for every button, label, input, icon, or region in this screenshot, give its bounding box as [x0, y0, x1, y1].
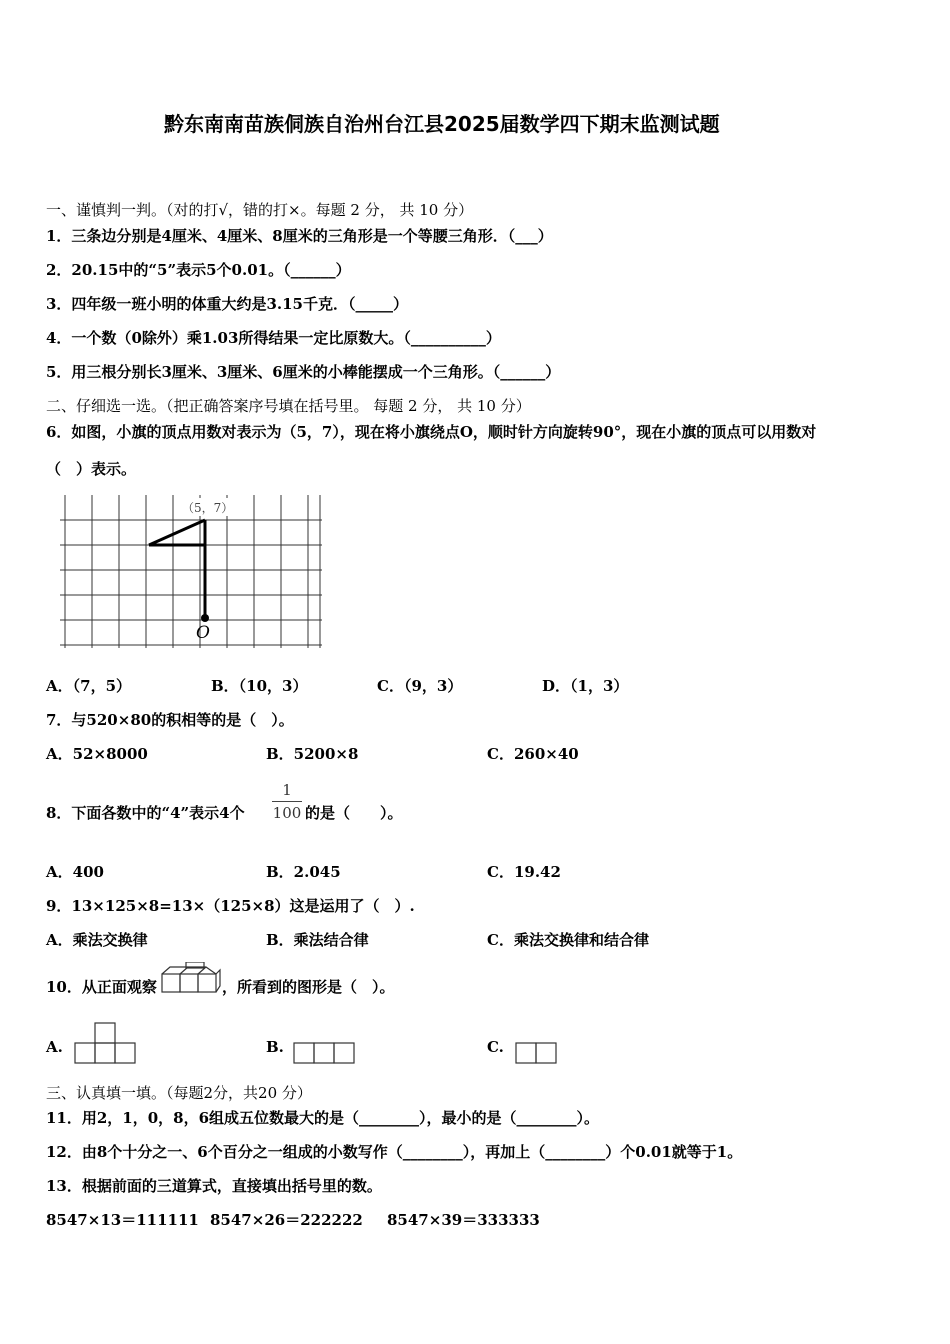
fraction-numerator: 1 [282, 781, 292, 799]
q10-option-b: B. [266, 1038, 284, 1056]
fraction-denominator: 100 [272, 804, 302, 822]
question-7: 7．与520×80的积相等的是（ ）。 [46, 711, 294, 729]
q10-option-c: C. [487, 1038, 504, 1056]
page-title: 黔东南南苗族侗族自治州台江县2025届数学四下期末监测试题 [164, 112, 720, 136]
flag-grid-figure [60, 490, 325, 650]
question-3: 3．四年级一班小明的体重大约是3.15千克．（_____） [46, 295, 408, 313]
question-5: 5．用三根分别长3厘米、3厘米、6厘米的小棒能摆成一个三角形。（______） [46, 363, 561, 381]
q9-option-b: B．乘法结合律 [266, 931, 369, 949]
question-4: 4．一个数（0除外）乘1.03所得结果一定比原数大。（__________） [46, 329, 501, 347]
q7-option-a: A．52×8000 [46, 745, 148, 763]
question-10-end: ，所看到的图形是（ ）。 [222, 978, 395, 996]
q9-option-a: A．乘法交换律 [46, 931, 148, 949]
origin-label: O [196, 623, 210, 643]
question-9: 9．13×125×8=13×（125×8）这是运用了（ ）. [46, 897, 415, 915]
fraction-1-100 [272, 781, 302, 822]
section-heading-judge: 一、谨慎判一判。（对的打√，错的打×。每题 2 分， 共 10 分） [46, 201, 474, 219]
q7-option-b: B．5200×8 [266, 745, 359, 763]
question-8-end: 的是（ ）。 [305, 804, 403, 822]
question-11: 11．用2，1，0，8，6组成五位数最大的是（________），最小的是（________）。 [46, 1109, 600, 1127]
question-8: 8．下面各数中的“4”表示4个 [46, 804, 245, 822]
section-heading-choose: 二、仔细选一选。（把正确答案序号填在括号里。 每题 2 分， 共 10 分） [46, 397, 531, 415]
q6-option-d: D．（1，3） [542, 677, 629, 695]
cube-stack-figure [160, 962, 222, 996]
q13-equation-1: 8547×13＝111111 [46, 1211, 199, 1229]
q13-equation-2: 8547×26＝222222 [210, 1211, 363, 1229]
q6-option-c: C．（9，3） [377, 677, 463, 695]
q6-option-a: A．（7，5） [46, 677, 132, 695]
section-heading-fill: 三、认真填一填。（每题2分，共20 分） [46, 1084, 312, 1102]
question-6-cont: （ ）表示。 [46, 460, 137, 478]
q13-equation-3: 8547×39＝333333 [387, 1211, 540, 1229]
question-10: 10．从正面观察 [46, 978, 157, 996]
question-6: 6．如图，小旗的顶点用数对表示为（5，7），现在将小旗绕点O，顺时针方向旋转90°，现在小旗的顶点可以用数对 [46, 423, 817, 441]
q8-option-a: A．400 [46, 863, 104, 881]
flag-point-label: （5，7） [182, 501, 234, 515]
q7-option-c: C．260×40 [487, 745, 579, 763]
q6-option-b: B．（10，3） [211, 677, 308, 695]
q8-option-b: B．2.045 [266, 863, 341, 881]
question-12: 12．由8个十分之一、6个百分之一组成的小数写作（________），再加上（________）个0.01就等于1。 [46, 1143, 743, 1161]
q9-option-c: C．乘法交换律和结合律 [487, 931, 649, 949]
q8-option-c: C．19.42 [487, 863, 561, 881]
q10-option-a: A. [46, 1038, 63, 1056]
view-c-shape [514, 1041, 560, 1064]
question-2: 2．20.15中的“5”表示5个0.01。（______） [46, 261, 351, 279]
view-b-shape [292, 1041, 358, 1064]
question-13: 13．根据前面的三道算式，直接填出括号里的数。 [46, 1177, 382, 1195]
view-a-shape [73, 1021, 139, 1064]
question-1: 1．三条边分别是4厘米、4厘米、8厘米的三角形是一个等腰三角形．（___） [46, 227, 553, 245]
